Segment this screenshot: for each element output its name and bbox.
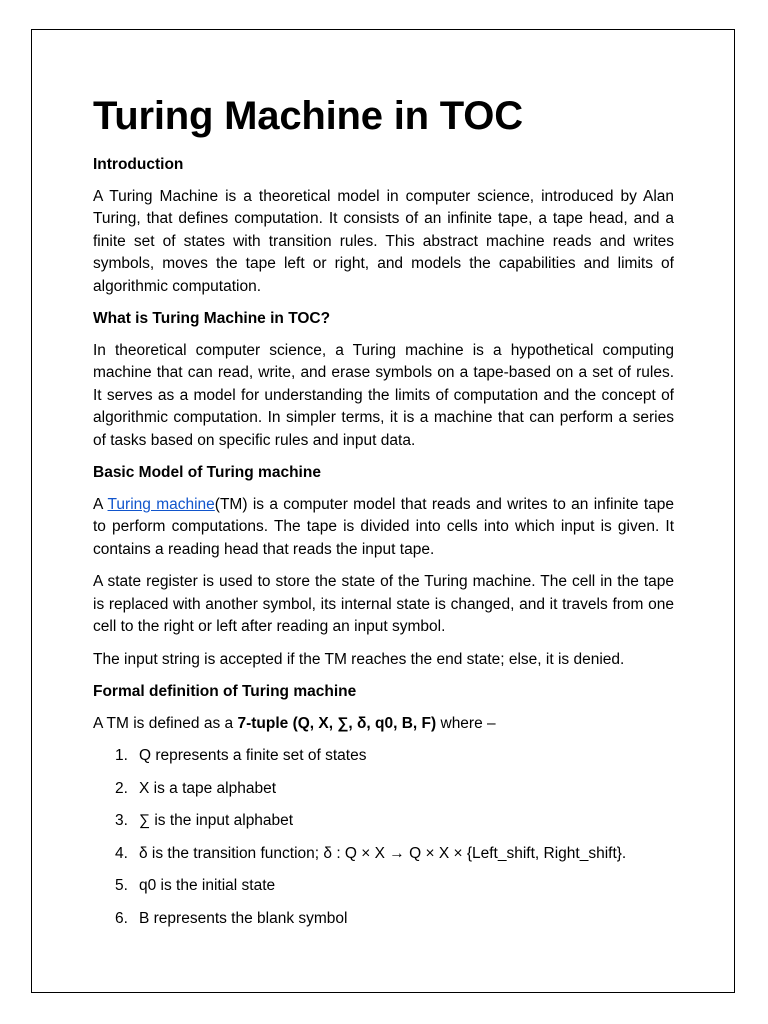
list-item-text: B represents the blank symbol [139,909,348,927]
list-number: 3. [115,812,128,830]
formal-definition-paragraph [93,713,674,735]
turing-machine-link[interactable]: Turing machine [107,496,215,514]
tuple-components-list [93,745,674,930]
list-item [93,908,674,930]
page-title: Turing Machine in TOC [93,94,523,138]
accepted-paragraph: The input string is accepted if the TM reaches the end state; else, it is denied. [93,650,625,668]
introduction-paragraph: A Turing Machine is a theoretical model in computer science, introduced by Alan Turing, that defines computation. It consists of an infinite tape, a tape head, and a finite set of states with transition rules. This abstract machine reads and writes symbols, moves the tape left or right, and models the capabilities and limits of algorithmic computation. [93,188,674,295]
list-item [93,745,674,767]
document-content [93,92,674,940]
list-number: 5. [115,877,128,895]
tuple-definition: 7-tuple (Q, X, ∑, δ, q0, B, F) [237,714,437,732]
section-heading-formal-definition: Formal definition of Turing machine [93,682,357,700]
list-item [93,843,674,865]
list-item-text: Q represents a finite set of states [139,747,367,765]
section-heading-basic-model: Basic Model of Turing machine [93,464,321,482]
list-number: 1. [115,747,128,765]
section-heading-introduction: Introduction [93,156,184,173]
list-item-text: δ is the transition function; δ : Q × X → Q × X × {Left_shift, Right_shift}. [139,844,627,862]
list-number: 2. [115,779,128,797]
state-register-paragraph: A state register is used to store the state of the Turing machine. The cell in the tape is replaced with another symbol, its internal state is changed, and it travels from one cell to the right or left after reading an input symbol. [93,573,674,636]
formal-prefix: A TM is defined as a [93,714,238,732]
basic-model-rest: (TM) is a computer model that reads and writes to an infinite tape to perform computations. The tape is divided into cells into which input is given. It contains a reading head that reads the input tape. [93,496,675,558]
list-item [93,810,674,832]
list-number: 4. [115,844,128,862]
what-is-paragraph: In theoretical computer science, a Turing machine is a hypothetical computing machine that can read, write, and erase symbols on a tape-based on a set of rules. It serves as a model for understanding the limits of computation and the concept of algorithmic computation. In simpler terms, it is a machine that can perform a series of tasks based on specific rules and input data. [93,342,674,449]
basic-model-paragraph [93,494,674,561]
section-heading-what-is: What is Turing Machine in TOC? [93,310,331,328]
list-item-text: X is a tape alphabet [139,779,277,797]
formal-suffix: where – [436,714,496,732]
list-item-text: q0 is the initial state [139,877,276,895]
list-item [93,778,674,800]
list-number: 6. [115,909,128,927]
list-item-text: ∑ is the input alphabet [139,812,294,830]
list-item [93,875,674,897]
basic-model-prefix: A [93,496,108,514]
document-page [31,29,735,993]
